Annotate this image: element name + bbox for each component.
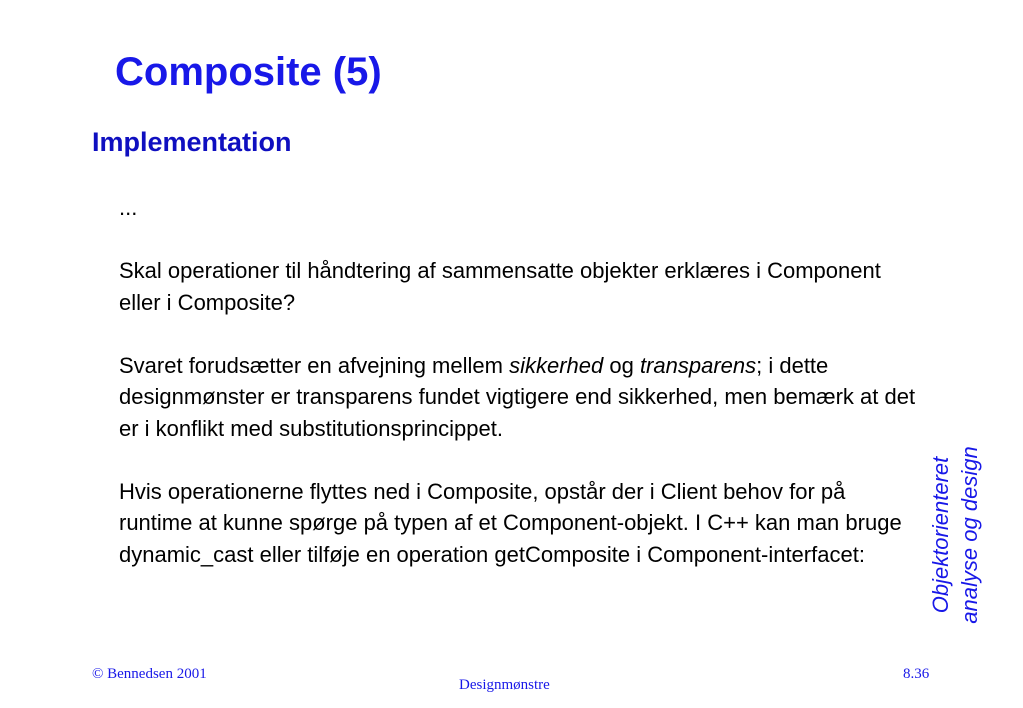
answer-text-c: ; i dette designmønster er transparens fundet vigtigere end sikkerhed, men bemærk at det er i konflikt med substitutionsprincippet. [119, 352, 916, 441]
answer-text-a: Svaret forudsætter en afvejning mellem [119, 352, 510, 378]
side-caption-line-1: Objektorienteret [928, 456, 953, 614]
slide-title: Composite (5) [115, 50, 382, 94]
side-caption [890, 405, 1020, 665]
side-caption-text [926, 446, 984, 623]
answer-text-b: og [603, 352, 640, 378]
paragraph-answer [119, 350, 919, 445]
side-caption-line-2: analyse og design [957, 446, 982, 624]
slide-subtitle: Implementation [92, 127, 292, 157]
footer-page-number: 8.36 [903, 666, 930, 682]
answer-em-transparens: transparens [639, 352, 757, 378]
footer-copyright: © Bennedsen 2001 [92, 666, 207, 682]
footer-center-title: Designmønstre [459, 677, 550, 693]
ellipsis-line: ... [119, 195, 138, 220]
paragraph-question: Skal operationer til håndtering af sammensatte objekter erklæres i Component eller i Composite? [119, 258, 881, 315]
paragraph-runtime: Hvis operationerne flyttes ned i Composite, opstår der i Client behov for på runtime at kunne spørge på typen af et Component-objekt. I C++ kan man bruge dynamic_cast eller tilføje en operation getComposite i Component-interfacet: [119, 478, 902, 567]
answer-em-sikkerhed: sikkerhed [509, 352, 604, 378]
slide-body [119, 192, 919, 570]
